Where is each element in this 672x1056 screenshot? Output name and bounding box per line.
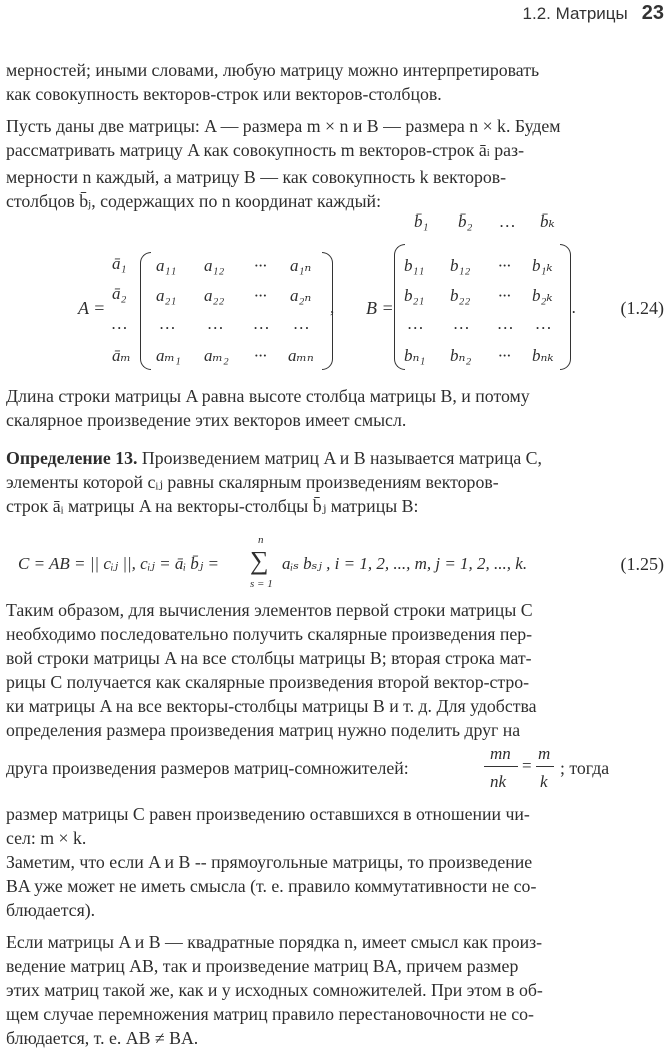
b-col-label: b̄₂	[458, 212, 473, 231]
formula-left: C = AB = || cᵢⱼ ||, cᵢⱼ = āᵢ b̄ⱼ =	[18, 554, 220, 573]
b-cell: b₁₂	[450, 256, 471, 275]
b-cell: b₁₁	[404, 256, 425, 275]
b-col-label: b̄₁	[414, 212, 429, 231]
equation-number: (1.24)	[620, 298, 664, 318]
a-row-label: ā₂	[112, 284, 127, 303]
text-line: блюдается).	[6, 900, 96, 920]
text-line: сел: m × k.	[6, 828, 87, 848]
a-label: A =	[78, 298, 106, 318]
b-cell: bₙ₁	[404, 346, 426, 365]
b-cell: bₙₖ	[532, 346, 554, 365]
page-number: 23	[641, 2, 664, 24]
a-left-bracket	[140, 252, 151, 370]
b-cell: …	[454, 314, 470, 333]
a-cell: …	[254, 314, 270, 333]
text-line: BA уже может не иметь смысла (т. е. правило коммутативности не со-	[6, 876, 537, 896]
sum-sign: ∑	[250, 546, 269, 575]
text-line: определения размера произведения матриц нужно поделить друг на	[6, 720, 521, 740]
b-cell: ···	[498, 256, 511, 275]
sum-upper: n	[258, 534, 264, 546]
a-row-label: āₘ	[112, 346, 131, 365]
paragraph-2	[6, 114, 664, 216]
b-right-bracket	[560, 244, 571, 370]
text-line: щем случае перемножения матриц правило перестановочности не со-	[6, 1004, 534, 1024]
text-line: рицы C получается как скалярные произведения второй вектор-стро-	[6, 672, 530, 692]
b-label: B =	[366, 298, 394, 318]
text-line: друга произведения размеров матриц-сомножителей: mn nk = m k ; тогда	[6, 742, 664, 794]
paragraph-3	[6, 384, 664, 432]
definition-title: Определение 13.	[6, 448, 138, 468]
a-cell: …	[160, 314, 176, 333]
a-cell: a₁ₙ	[290, 256, 312, 275]
text-line: как совокупность векторов-строк или векторов-столбцов.	[6, 84, 442, 104]
b-cell: b₁ₖ	[532, 256, 553, 275]
b-cell: ···	[498, 346, 511, 365]
a-cell: a₂₂	[204, 286, 225, 305]
text-line: ведение матриц AB, так и произведение матриц BA, причем размер	[6, 956, 519, 976]
a-cell: …	[294, 314, 310, 333]
a-cell: a₁₁	[156, 256, 177, 275]
text-line: Пусть даны две матрицы: A — размера m × n и B — размера n × k. Будем	[6, 116, 561, 136]
text-line: необходимо последовательно получить скалярные произведения пер-	[6, 624, 533, 644]
a-cell: aₘ₂	[204, 346, 229, 365]
section-title: 1.2. Матрицы	[522, 4, 628, 23]
paragraph-6	[6, 930, 664, 1050]
text-line: мерностей; иными словами, любую матрицу можно интерпретировать	[6, 60, 540, 80]
definition-13	[6, 446, 664, 518]
a-cell: aₘ₁	[156, 346, 181, 365]
paragraph-4	[6, 598, 664, 850]
text-line: вой строки матрицы A на все столбцы матрицы B; вторая строка мат-	[6, 648, 532, 668]
a-row-label: ā₁	[112, 254, 127, 273]
paragraph-5	[6, 850, 664, 922]
text-line: Таким образом, для вычисления элементов первой строки матрицы C	[6, 600, 533, 620]
text-line: элементы которой cᵢⱼ равны скалярным произведениям векторов-	[6, 472, 499, 492]
a-cell: a₂₁	[156, 286, 177, 305]
text-line: столбцов b̄j, содержащих по n координат каждый:	[6, 191, 382, 211]
a-cell: a₁₂	[204, 256, 225, 275]
a-cell: aₘₙ	[288, 346, 314, 365]
text-line: строк āᵢ матрицы A на векторы-столбцы b̄ⱼ матрицы B:	[6, 496, 419, 516]
text-line: Длина строки матрицы A равна высоте столбца матрицы B, и потому	[6, 386, 530, 406]
b-col-label: b̄ₖ	[540, 212, 555, 231]
b-cell: …	[408, 314, 424, 333]
text-line: рассматривать матрицу A как совокупность m векторов-строк āi раз-	[6, 140, 524, 160]
formula-right: aᵢₛ bₛⱼ , i = 1, 2, ..., m, j = 1, 2, ..., k.	[282, 554, 528, 573]
b-cell: b₂₁	[404, 286, 425, 305]
formula-1-25	[0, 534, 672, 594]
b-col-label: …	[500, 212, 516, 231]
formula-1-24: b̄₁ b̄₂ … b̄ₖ ā₁ ā₂ … āₘ A = a₁₁ a₁₂ ··· a₁ₙ a₂₁ a₂₂ ··· a₂ₙ … … … … aₘ₁ aₘ₂ ··· aₘₙ , B = b₁₁ b₁₂ ··· b₁ₖ b₂₁ b₂₂ ··· b₂ₖ … … … … bₙ₁ bₙ₂ ··· bₙₖ . (1.24)	[0, 212, 672, 372]
a-cell: …	[208, 314, 224, 333]
a-cell: ···	[254, 256, 267, 275]
a-cell: a₂ₙ	[290, 286, 312, 305]
b-cell: b₂ₖ	[532, 286, 553, 305]
text-line: Определение 13. Произведением матриц A и B называется матрица C,	[6, 448, 542, 468]
a-cell: ···	[254, 346, 267, 365]
size-fraction: mn nk = m k ; тогда	[484, 742, 672, 794]
b-cell: ···	[498, 286, 511, 305]
text-line: Если матрицы A и B — квадратные порядка n, имеет смысл как произ-	[6, 932, 543, 952]
text-line: этих матриц такой же, как и у исходных сомножителей. При этом в об-	[6, 980, 543, 1000]
text-line: скалярное произведение этих векторов имеет смысл.	[6, 410, 407, 430]
a-cell: ···	[254, 286, 267, 305]
running-header	[523, 2, 664, 28]
sum-lower: s = 1	[250, 578, 273, 590]
a-row-label: …	[112, 314, 128, 333]
paragraph-1	[6, 58, 664, 106]
text-line: блюдается, т. е. AB ≠ BA.	[6, 1028, 199, 1048]
b-cell: …	[536, 314, 552, 333]
text-line: размер матрицы C равен произведению оставшихся в отношении чи-	[6, 804, 530, 824]
equation-number: (1.25)	[620, 554, 664, 574]
b-cell: bₙ₂	[450, 346, 472, 365]
b-cell: b₂₂	[450, 286, 471, 305]
text-line: мерности n каждый, а матрицу B — как совокупность k векторов-	[6, 167, 507, 187]
text-line: Заметим, что если A и B -- прямоугольные матрицы, то произведение	[6, 852, 533, 872]
b-cell: …	[498, 314, 514, 333]
text-line: ки матрицы A на все векторы-столбцы матрицы B и т. д. Для удобства	[6, 696, 537, 716]
